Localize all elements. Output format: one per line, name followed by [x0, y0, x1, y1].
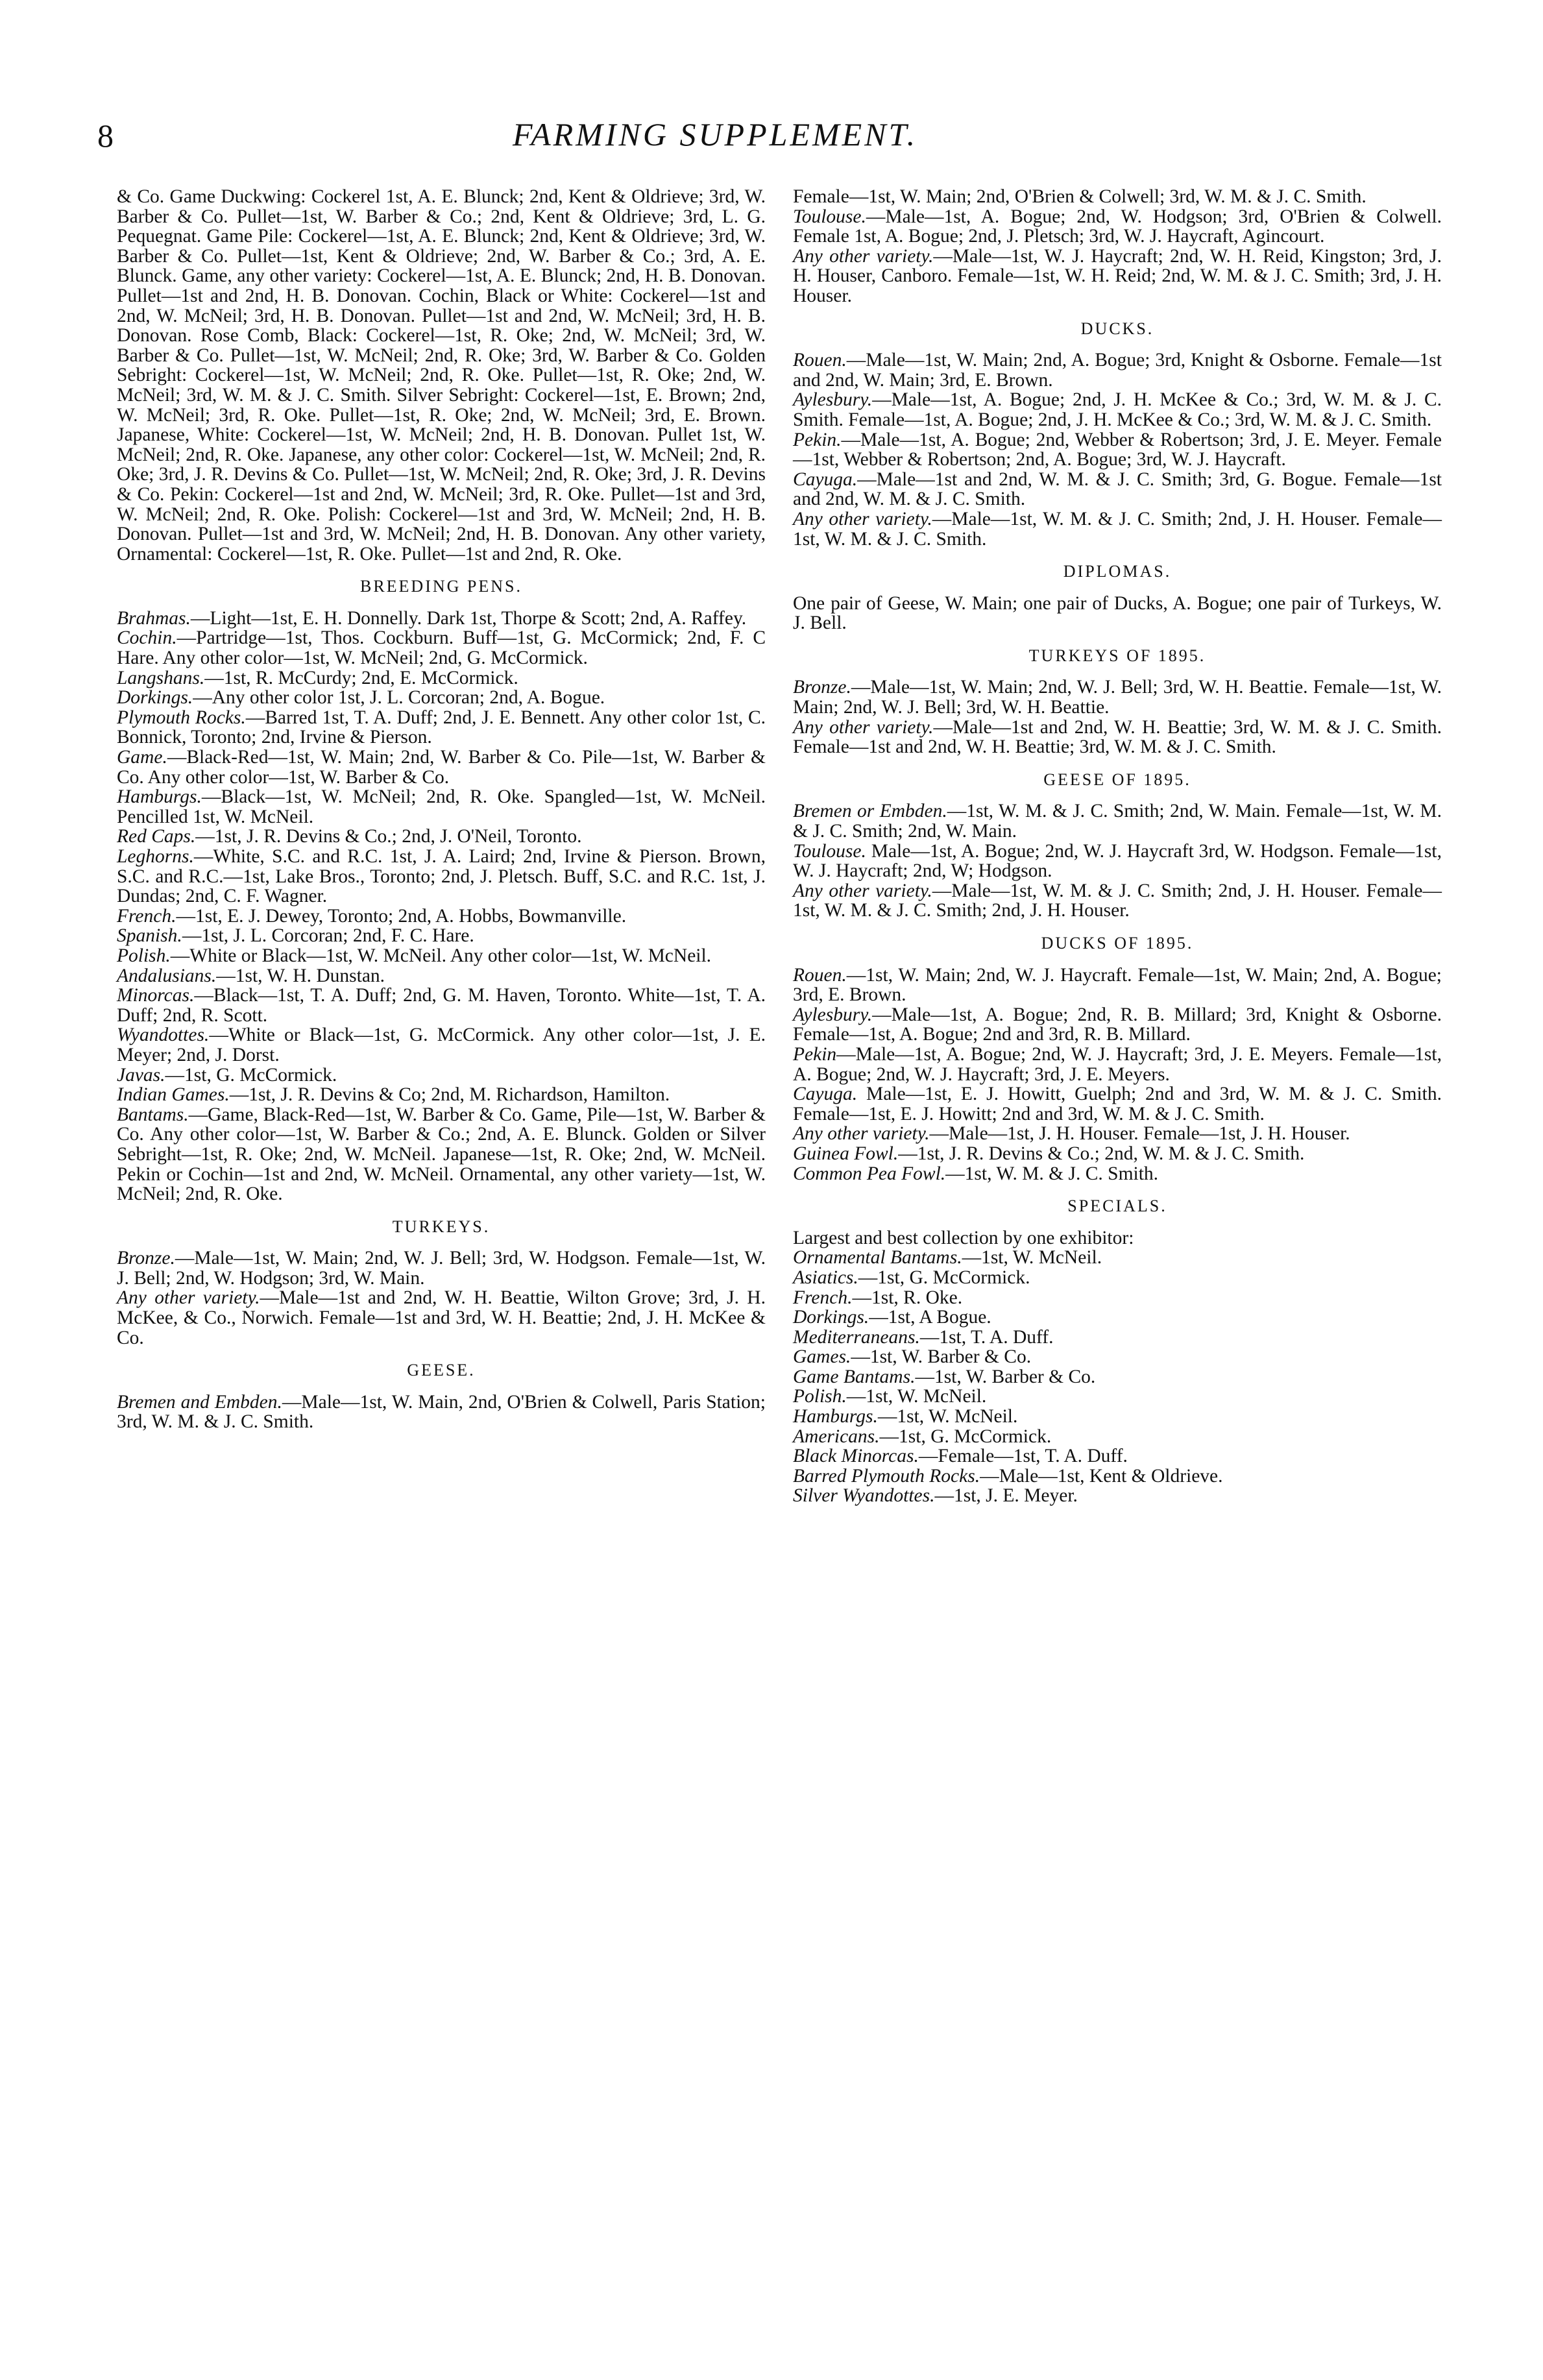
- entry-text: —1st, G. McCormick.: [879, 1426, 1052, 1447]
- entry-text: One pair of Geese, W. Main; one pair of Ducks, A. Bogue; one pair of Turkeys, W. J. Bell.: [793, 592, 1442, 634]
- entry-text: —Male—1st, A. Bogue; 2nd, Webber & Robertson; 3rd, J. E. Meyer. Female—1st, Webber & Robertson; 2nd, A. Bogue; 3rd, W. J. Haycraft.: [793, 429, 1442, 470]
- entry-paragraph: [117, 1288, 766, 1348]
- entry-text: —Male—1st, W. Main, 2nd, O'Brien & Colwell, Paris Station; 3rd, W. M. & J. C. Smith.: [117, 1391, 766, 1433]
- entry-lead: Polish.: [793, 1386, 847, 1407]
- entry-paragraph: [793, 1328, 1442, 1348]
- entry-text: —Barred 1st, T. A. Duff; 2nd, J. E. Bennett. Any other color 1st, C. Bonnick, Toronto; 2nd, Irvine & Pierson.: [117, 707, 766, 748]
- entry-paragraph: [117, 966, 766, 986]
- entry-text: Largest and best collection by one exhibitor:: [793, 1227, 1134, 1248]
- entry-paragraph: [793, 801, 1442, 841]
- entry-lead: Any other variety.: [793, 880, 932, 901]
- entry-lead: Black Minorcas.: [793, 1446, 919, 1467]
- entry-lead: Cochin.: [117, 627, 177, 649]
- entry-text: —1st, W. Main; 2nd, W. J. Haycraft. Female—1st, W. Main; 2nd, A. Bogue; 3rd, E. Brown.: [793, 964, 1442, 1006]
- entry-paragraph: [793, 1248, 1442, 1268]
- entry-paragraph: [793, 965, 1442, 1005]
- entry-lead: Bremen and Embden.: [117, 1391, 282, 1413]
- entry-lead: Toulouse.: [793, 206, 866, 227]
- entry-lead: Game Bantams.: [793, 1366, 916, 1387]
- entry-paragraph: [117, 847, 766, 906]
- section-heading: BREEDING PENS.: [359, 577, 522, 596]
- entry-text: —1st, W. McNeil.: [846, 1386, 987, 1407]
- entry-text: —Male—1st, W. M. & J. C. Smith; 2nd, J. H. Houser. Female—1st, W. M. & J. C. Smith; 2nd, J. H. Houser.: [793, 880, 1442, 921]
- entry-lead: Guinea Fowl.: [793, 1143, 899, 1164]
- entry-text: —1st, A Bogue.: [869, 1307, 991, 1328]
- entry-lead: Any other variety.: [793, 508, 932, 529]
- entry-text: Female—1st, W. Main; 2nd, O'Brien & Colwell; 3rd, W. M. & J. C. Smith.: [793, 186, 1367, 207]
- entry-lead: Wyandottes.: [117, 1025, 210, 1046]
- page-number: 8: [97, 117, 114, 154]
- entry-text: —1st, R. McCurdy; 2nd, E. McCormick.: [204, 667, 518, 688]
- entry-text: Male—1st, E. J. Howitt, Guelph; 2nd and 3rd, W. M. & J. C. Smith. Female—1st, E. J. Howitt; 2nd and 3rd, W. M. & J. C. Smith.: [793, 1084, 1442, 1124]
- entry-text: —1st, R. Oke.: [852, 1287, 963, 1308]
- entry-paragraph: [793, 1486, 1442, 1506]
- entry-paragraph: [793, 187, 1442, 207]
- entry-lead: Any other variety.: [793, 245, 934, 267]
- entry-lead: Bronze.: [793, 677, 851, 698]
- entry-paragraph: [117, 1065, 766, 1086]
- entry-paragraph: [117, 1025, 766, 1065]
- entry-text: —Male—1st, W. J. Haycraft; 2nd, W. H. Reid, Kingston; 3rd, J. H. Houser, Canboro. Female—1st, W. H. Reid; 2nd, W. M. & J. C. Smith; 3rd, J. H. Houser.: [793, 245, 1442, 306]
- entry-paragraph: [793, 207, 1442, 247]
- entry-lead: Silver Wyandottes.: [793, 1485, 935, 1507]
- section-heading: DUCKS OF 1895.: [1041, 934, 1194, 953]
- entry-lead: Andalusians.: [117, 965, 217, 986]
- entry-paragraph: [117, 668, 766, 688]
- left-column: [117, 187, 766, 1432]
- entry-lead: Barred Plymouth Rocks.: [793, 1465, 980, 1487]
- section-heading: SPECIALS.: [1067, 1196, 1167, 1216]
- entry-text: —Female—1st, T. A. Duff.: [918, 1446, 1128, 1467]
- entry-lead: Rouen.: [793, 964, 847, 986]
- entry-paragraph: [793, 1164, 1442, 1184]
- entry-paragraph: [117, 986, 766, 1025]
- section-heading: TURKEYS OF 1895.: [1028, 646, 1206, 665]
- entry-paragraph: [793, 1124, 1442, 1144]
- entry-text: —1st, J. E. Meyer.: [934, 1485, 1078, 1507]
- entry-paragraph: [793, 1084, 1442, 1124]
- entry-lead: Bantams.: [117, 1104, 189, 1125]
- entry-lead: Dorkings.: [793, 1307, 869, 1328]
- entry-text: —Male—1st, A. Bogue; 2nd, J. H. McKee & Co.; 3rd, W. M. & J. C. Smith. Female—1st, A. Bogue; 2nd, J. H. McKee & Co.; 3rd, W. M. & J. C. Smith.: [793, 389, 1442, 430]
- entry-lead: Any other variety.: [793, 1123, 930, 1145]
- entry-lead: Mediterraneans.: [793, 1326, 920, 1348]
- entry-paragraph: [793, 430, 1442, 470]
- entry-text: —1st, W. McNeil.: [877, 1406, 1018, 1427]
- entry-lead: Rouen.: [793, 350, 847, 371]
- entry-paragraph: [117, 609, 766, 629]
- entry-text: —1st, G. McCormick.: [165, 1064, 337, 1086]
- entry-text: —Male—1st, A. Bogue; 2nd, W. J. Haycraft; 3rd, J. E. Meyers. Female—1st, A. Bogue; 2nd, W. J. Haycraft; 3rd, J. E. Meyers.: [793, 1043, 1442, 1085]
- entry-text: —Any other color 1st, J. L. Corcoran; 2nd, A. Bogue.: [193, 687, 605, 709]
- section-heading: DIPLOMAS.: [1063, 562, 1172, 581]
- entry-text: —Male—1st, A. Bogue; 2nd, R. B. Millard; 3rd, Knight & Osborne. Female—1st, A. Bogue; 2nd and 3rd, R. B. Millard.: [793, 1004, 1442, 1045]
- section-heading: GEESE.: [407, 1361, 476, 1380]
- entry-lead: Aylesbury.: [793, 389, 873, 411]
- entry-text: —1st, J. R. Devins & Co.; 2nd, W. M. & J. C. Smith.: [898, 1143, 1305, 1164]
- entry-text: —Male—1st, A. Bogue; 2nd, W. Hodgson; 3rd, O'Brien & Colwell. Female 1st, A. Bogue; 2nd, J. Pletsch; 3rd, W. J. Haycraft, Agincourt.: [793, 206, 1442, 247]
- entry-lead: Cayuga.: [793, 1084, 858, 1105]
- entry-text: —1st, W. H. Dunstan.: [216, 965, 385, 986]
- entry-lead: Bremen or Embden.: [793, 801, 947, 822]
- entry-text: —Male—1st, W. Main; 2nd, A. Bogue; 3rd, Knight & Osborne. Female—1st and 2nd, W. Main; 3rd, E. Brown.: [793, 350, 1442, 391]
- entry-lead: Cayuga.: [793, 468, 858, 490]
- entry-lead: Dorkings.: [117, 687, 193, 709]
- entry-text: —1st, W. Barber & Co.: [915, 1366, 1096, 1387]
- entry-lead: Pekin: [793, 1043, 837, 1065]
- entry-paragraph: [793, 718, 1442, 757]
- entry-paragraph: [117, 827, 766, 847]
- entry-text: —Male—1st, J. H. Houser. Female—1st, J. H. Houser.: [929, 1123, 1350, 1145]
- entry-paragraph: [793, 1466, 1442, 1487]
- entry-paragraph: [793, 1347, 1442, 1367]
- entry-paragraph: [793, 390, 1442, 430]
- entry-lead: Indian Games.: [117, 1084, 230, 1106]
- entry-paragraph: [117, 708, 766, 747]
- entry-text: —Light—1st, E. H. Donnelly. Dark 1st, Thorpe & Scott; 2nd, A. Raffey.: [190, 607, 747, 629]
- entry-lead: Asiatics.: [793, 1267, 858, 1288]
- entry-text: —White, S.C. and R.C. 1st, J. A. Laird; 2nd, Irvine & Pierson. Brown, S.C. and R.C.—1st, Lake Bros., Toronto; 2nd, J. Pletsch. Buff, S.C. and R.C. 1st, J. Dundas; 2nd, C. F. Wagner.: [117, 846, 766, 907]
- entry-lead: Plymouth Rocks.: [117, 707, 246, 728]
- entry-text: —Male—1st, W. Main; 2nd, W. J. Bell; 3rd, W. H. Beattie. Female—1st, W. Main; 2nd, W. J. Bell; 3rd, W. H. Beattie.: [793, 677, 1442, 718]
- entry-lead: Any other variety.: [117, 1287, 260, 1309]
- entry-paragraph: [793, 509, 1442, 549]
- entry-paragraph: [117, 1248, 766, 1288]
- entry-paragraph: [793, 1228, 1442, 1248]
- entry-paragraph: [117, 1392, 766, 1432]
- entry-text: & Co. Game Duckwing: Cockerel 1st, A. E. Blunck; 2nd, Kent & Oldrieve; 3rd, W. Barber & Co. Pullet—1st, W. Barber & Co.; 2nd, Kent & Oldrieve; 3rd, L. G. Pequegnat. Game Pile: Cockerel—1st, A. E. Blunck; 2nd, Kent & Oldrieve; 3rd, W. Barber & Co. Pullet—1st, Kent & Oldrieve; 2nd, W. Barber & Co.; 3rd, A. E. Blunck. Game, any other variety: Cockerel—1st, A. E. Blunck; 2nd, H. B. Donovan. Pullet—1st and 2nd, H. B. Donovan. Cochin, Black or White: Cockerel—1st and 2nd, W. McNeil; 3rd, H. B. Donovan. Pullet—1st and 2nd, W. McNeil; 3rd, H. B. Donovan. Rose Comb, Black: Cockerel—1st, R. Oke; 2nd, W. McNeil; 3rd, W. Barber & Co. Pullet—1st, W. McNeil; 2nd, R. Oke; 3rd, W. Barber & Co. Golden Sebright: Cockerel—1st, W. McNeil; 2nd, R. Oke. Pullet—1st, R. Oke; 2nd, W. McNeil; 3rd, W. M. & J. C. Smith. Silver Sebright: Cockerel—1st, E. Brown; 2nd, W. McNeil; 3rd, R. Oke. Pullet—1st, R. Oke; 2nd, W. McNeil; 3rd, E. Brown. Japanese, White: Cockerel—1st, W. McNeil; 2nd, H. B. Donovan. Pullet 1st, W. McNeil; 2nd, R. Oke. Japanese, any other color: Cockerel—1st, W. McNeil; 2nd, R. Oke; 3rd, J. R. Devins & Co. Pullet—1st, W. McNeil; 2nd, R. Oke; 3rd, J. R. Devins & Co. Pekin: Cockerel—1st and 2nd, W. McNeil; 3rd, R. Oke. Pullet—1st and 3rd, W. McNeil; 2nd, R. Oke. Polish: Cockerel—1st and 3rd, W. McNeil; 2nd, H. B. Donovan. Pullet—1st and 3rd, W. McNeil; 2nd, H. B. Donovan. Any other variety, Ornamental: Cockerel—1st, R. Oke. Pullet—1st and 2nd, R. Oke.: [117, 186, 766, 565]
- entry-lead: Brahmas.: [117, 607, 191, 629]
- entry-lead: Ornamental Bantams.: [793, 1247, 962, 1269]
- entry-lead: French.: [793, 1287, 853, 1308]
- entry-text: —Black—1st, W. McNeil; 2nd, R. Oke. Spangled—1st, W. McNeil. Pencilled 1st, W. McNeil.: [117, 786, 766, 827]
- entry-paragraph: [793, 842, 1442, 881]
- entry-paragraph: [793, 881, 1442, 921]
- entry-paragraph: [117, 946, 766, 966]
- entry-text: —Game, Black-Red—1st, W. Barber & Co. Game, Pile—1st, W. Barber & Co. Any other color—1st, W. Barber & Co.; 2nd, A. E. Blunck. Golden or Silver Sebright—1st, R. Oke; 2nd, W. McNeil. Japanese—1st, R. Oke; 2nd, W. McNeil. Pekin or Cochin—1st and 2nd, W. McNeil. Ornamental, any other variety—1st, W. McNeil; 2nd, R. Oke.: [117, 1104, 766, 1205]
- entry-paragraph: [793, 1144, 1442, 1164]
- entry-lead: Langshans.: [117, 667, 205, 688]
- entry-text: —1st, J. L. Corcoran; 2nd, F. C. Hare.: [182, 925, 474, 947]
- entry-text: —1st, W. Barber & Co.: [851, 1346, 1032, 1368]
- entry-text: Male—1st, A. Bogue; 2nd, W. J. Haycraft 3rd, W. Hodgson. Female—1st, W. J. Haycraft; 2nd, W; Hodgson.: [793, 840, 1442, 882]
- entry-lead: Hamburgs.: [117, 786, 202, 808]
- entry-text: —White or Black—1st, G. McCormick. Any other color—1st, J. E. Meyer; 2nd, J. Dorst.: [117, 1025, 766, 1065]
- entry-paragraph: [793, 1367, 1442, 1387]
- entry-lead: Hamburgs.: [793, 1406, 878, 1427]
- section-heading: GEESE OF 1895.: [1043, 770, 1191, 789]
- entry-text: —Partridge—1st, Thos. Cockburn. Buff—1st, G. McCormick; 2nd, F. C Hare. Any other color—1st, W. McNeil; 2nd, G. McCormick.: [117, 627, 766, 669]
- entry-lead: Red Caps.: [117, 826, 196, 847]
- entry-text: —Male—1st and 2nd, W. H. Beattie, Wilton Grove; 3rd, J. H. McKee, & Co., Norwich. Female—1st and 3rd, W. H. Beattie; 2nd, J. H. McKee & Co.: [117, 1287, 766, 1348]
- entry-text: —White or Black—1st, W. McNeil. Any other color—1st, W. McNeil.: [170, 945, 712, 966]
- running-title: FARMING SUPPLEMENT.: [513, 116, 918, 152]
- entry-paragraph: [793, 1446, 1442, 1466]
- entry-lead: Any other variety.: [793, 716, 934, 738]
- entry-lead: Game.: [117, 747, 167, 768]
- entry-paragraph: [793, 470, 1442, 509]
- section-heading: DUCKS.: [1080, 319, 1154, 338]
- entry-text: —1st, E. J. Dewey, Toronto; 2nd, A. Hobbs, Bowmanville.: [176, 905, 627, 927]
- entry-lead: Pekin.: [793, 429, 842, 450]
- entry-paragraph: [117, 906, 766, 927]
- entry-lead: Spanish.: [117, 925, 182, 947]
- entry-text: —Male—1st and 2nd, W. M. & J. C. Smith; 3rd, G. Bogue. Female—1st and 2nd, W. M. & J. C. Smith.: [793, 468, 1442, 510]
- entry-text: —Male—1st, W. M. & J. C. Smith; 2nd, J. H. Houser. Female—1st, W. M. & J. C. Smith.: [793, 508, 1442, 550]
- entry-paragraph: [117, 688, 766, 708]
- section-heading: TURKEYS.: [392, 1217, 491, 1236]
- entry-paragraph: [793, 247, 1442, 306]
- entry-paragraph: [793, 350, 1442, 390]
- entry-text: —Male—1st, Kent & Oldrieve.: [980, 1465, 1223, 1487]
- entry-paragraph: [117, 1105, 766, 1204]
- entry-paragraph: [793, 1005, 1442, 1045]
- entry-lead: Toulouse.: [793, 840, 866, 862]
- entry-paragraph: [117, 926, 766, 946]
- entry-text: —Male—1st and 2nd, W. H. Beattie; 3rd, W. M. & J. C. Smith. Female—1st and 2nd, W. H. Beattie; 3rd, W. M. & J. C. Smith.: [793, 716, 1442, 758]
- entry-text: —1st, J. R. Devins & Co; 2nd, M. Richardson, Hamilton.: [229, 1084, 670, 1106]
- entry-paragraph: [117, 747, 766, 787]
- entry-lead: Leghorns.: [117, 846, 194, 867]
- right-column: [793, 187, 1442, 1506]
- entry-lead: Minorcas.: [117, 985, 195, 1006]
- entry-lead: Javas.: [117, 1064, 165, 1086]
- entry-lead: French.: [117, 905, 176, 927]
- entry-text: —1st, W. M. & J. C. Smith.: [945, 1163, 1159, 1184]
- entry-paragraph: [793, 594, 1442, 633]
- entry-text: —1st, G. McCormick.: [858, 1267, 1030, 1288]
- entry-text: —1st, W. M. & J. C. Smith; 2nd, W. Main. Female—1st, W. M. & J. C. Smith; 2nd, W. Main.: [793, 801, 1442, 842]
- entry-lead: Common Pea Fowl.: [793, 1163, 946, 1184]
- entry-text: —1st, J. R. Devins & Co.; 2nd, J. O'Neil, Toronto.: [195, 826, 582, 847]
- entry-lead: Americans.: [793, 1426, 880, 1447]
- entry-paragraph: [793, 1268, 1442, 1288]
- entry-paragraph: [117, 187, 766, 564]
- entry-paragraph: [793, 1288, 1442, 1308]
- entry-text: —1st, W. McNeil.: [962, 1247, 1102, 1269]
- entry-paragraph: [793, 1307, 1442, 1328]
- entry-paragraph: [793, 1427, 1442, 1447]
- entry-paragraph: [117, 1085, 766, 1105]
- entry-paragraph: [793, 1407, 1442, 1427]
- entry-paragraph: [117, 628, 766, 668]
- entry-paragraph: [117, 787, 766, 827]
- entry-text: —Male—1st, W. Main; 2nd, W. J. Bell; 3rd, W. Hodgson. Female—1st, W. J. Bell; 2nd, W. Hodgson; 3rd, W. Main.: [117, 1248, 766, 1289]
- entry-paragraph: [793, 677, 1442, 717]
- entry-text: —1st, T. A. Duff.: [919, 1326, 1054, 1348]
- entry-lead: Polish.: [117, 945, 171, 966]
- entry-text: —Black—1st, T. A. Duff; 2nd, G. M. Haven, Toronto. White—1st, T. A. Duff; 2nd, R. Scott.: [117, 985, 766, 1026]
- entry-text: —Black-Red—1st, W. Main; 2nd, W. Barber & Co. Pile—1st, W. Barber & Co. Any other color—1st, W. Barber & Co.: [117, 747, 766, 788]
- entry-lead: Aylesbury.: [793, 1004, 873, 1025]
- entry-lead: Games.: [793, 1346, 851, 1368]
- entry-lead: Bronze.: [117, 1248, 175, 1269]
- entry-paragraph: [793, 1045, 1442, 1084]
- entry-paragraph: [793, 1387, 1442, 1407]
